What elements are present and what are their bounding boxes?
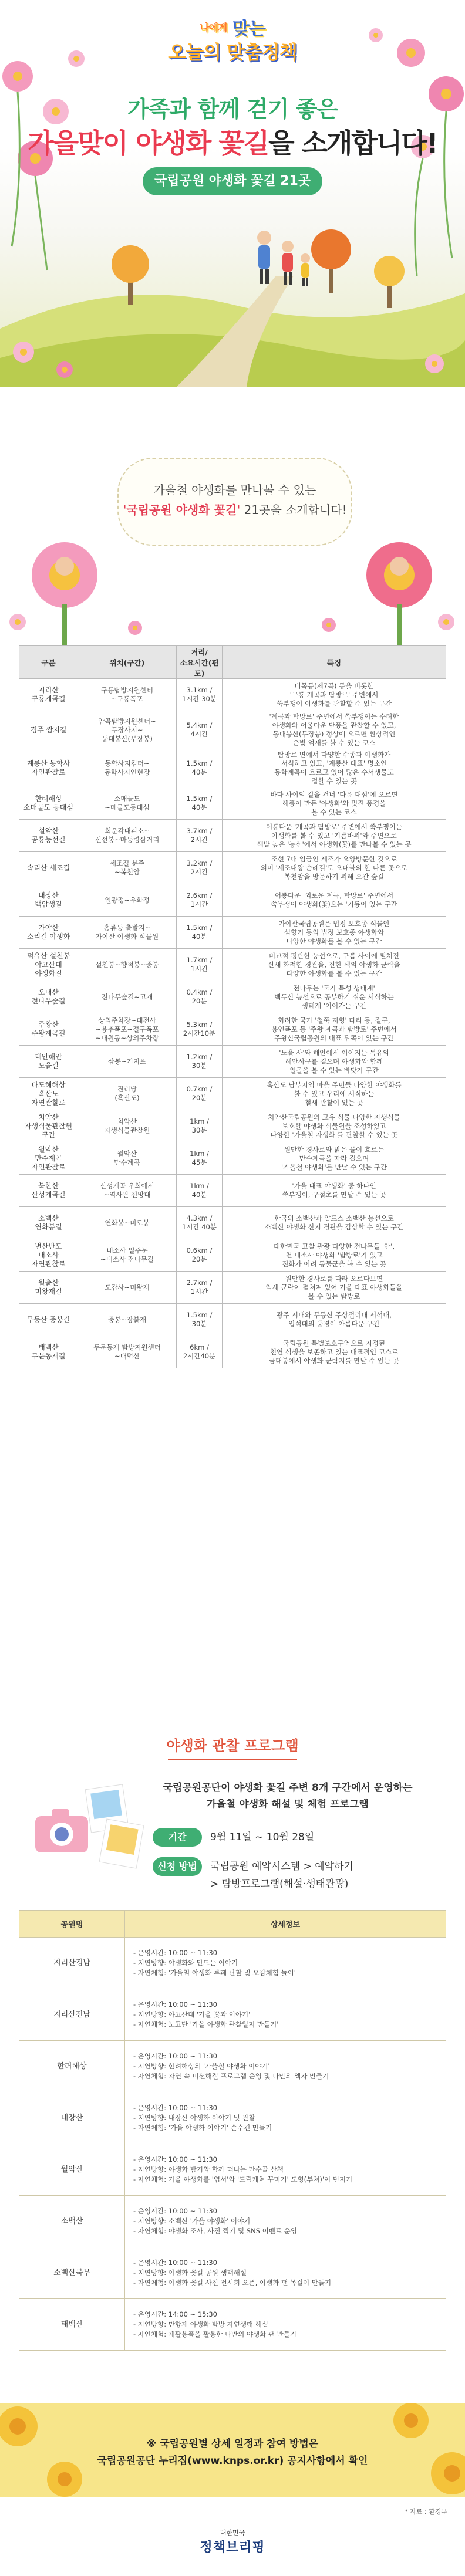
table-row (19, 1110, 446, 1142)
table-row (19, 2092, 446, 2144)
apply-value-line2: > 탐방프로그램(해설·생태관광) (210, 1878, 349, 1890)
program-details-cell (125, 2196, 446, 2247)
park-name-cell: 설악산 공룡능선길 (19, 820, 78, 852)
location-cell: 희운각대피소~ 신선봉~마등령삼거리 (78, 820, 177, 852)
distance-cell: 1.7km / 1시간 (177, 949, 223, 981)
program-park-cell: 태백산 (19, 2299, 125, 2351)
program-detail-line: - 자연체험: 가을 야생화를 '엽서'와 '드림캐쳐 꾸미기' 도형(부쳐)'이 던지기 (133, 2175, 353, 2183)
program-park-cell: 소백산북부 (19, 2247, 125, 2299)
source-note: * 자료 : 환경부 (405, 2508, 447, 2516)
distance-cell: 0.6km / 20분 (177, 1239, 223, 1272)
header-distance: 거리/ 소요시간(편도) (177, 646, 223, 679)
feature-cell: 광주 시내와 무등산 주상절리대 서석대, 입석대의 풍경이 아름다운 구간 (223, 1304, 446, 1336)
park-name-cell: 월출산 미왕재길 (19, 1272, 78, 1304)
location-cell: 세조길 분주 ~복천암 (78, 852, 177, 884)
parks-table-section (0, 645, 465, 1368)
program-table (19, 1910, 446, 2351)
program-park-cell: 한려해상 (19, 2041, 125, 2092)
flower-right (366, 542, 432, 645)
distance-cell: 3.7km / 2시간 (177, 820, 223, 852)
park-name-cell: 치악산 자생식물관찰원 구간 (19, 1110, 78, 1142)
distance-cell: 1.5km / 40분 (177, 917, 223, 949)
feature-cell: '가을 대표 야생화' 중 하나인 쑥부쟁이, 구절초를 만날 수 있는 곳 (223, 1175, 446, 1207)
program-detail-line: - 자연체험: '가을 야생화 이야기' 손수건 만들기 (133, 2124, 272, 2132)
program-park-cell: 월악산 (19, 2144, 125, 2196)
location-cell: 소매물도 ~매물도등대섬 (78, 787, 177, 820)
table-row (19, 1078, 446, 1110)
feature-cell: 원만한 경사로를 따라 오르다보면 억새 군락이 펼쳐져 있어 가을 대표 야생화들을 볼 수 있는 탐방로 (223, 1272, 446, 1304)
feature-cell: 화려한 국가 '철쭉 지형' 다리 등, 절구, 용연폭포 등 '주왕 계곡과 탐방로' 주변에서 주왕산국립공원의 대표 뒤쪽이 있는 구간 (223, 1013, 446, 1046)
table-row (19, 1013, 446, 1046)
table-row (19, 981, 446, 1013)
feature-cell: 원만한 경사로와 맑은 물이 흐르는 만수계곡을 따라 걸으며 '가을철 야생화'를 만날 수 있는 구간 (223, 1142, 446, 1175)
distance-cell: 1km / 45분 (177, 1142, 223, 1175)
distance-cell: 4.3km / 1시간 40분 (177, 1207, 223, 1239)
park-name-cell: 태안해안 노을길 (19, 1046, 78, 1078)
notice-line2: 국립공원공단 누리집(www.knps.or.kr) 공지사항에서 확인 (97, 2455, 368, 2467)
table-row (19, 2041, 446, 2092)
program-detail-line: - 지연방향: 내장산 야생화 이야기 및 관찰 (133, 2114, 255, 2122)
program-detail-line: - 자연체험: 노고단 '가을 야생화 관찰일지 만들기' (133, 2020, 279, 2029)
program-table-body (19, 1938, 446, 2351)
family-hikers (257, 231, 310, 286)
table-row (19, 1175, 446, 1207)
park-name-cell: 지리산 구룡계곡길 (19, 679, 78, 711)
distance-cell: 1km / 40분 (177, 1175, 223, 1207)
program-detail-line: - 지연방향: 한려해상의 '가을철 야생화 이야기' (133, 2062, 270, 2070)
logo-small-text: 나에게 (200, 22, 227, 34)
park-name-cell: 무등산 중봉길 (19, 1304, 78, 1336)
park-name-cell: 북한산 산성계곡길 (19, 1175, 78, 1207)
park-name-cell: 한려해상 소매물도 등대섬 (19, 787, 78, 820)
distance-cell: 5.4km / 4시간 (177, 711, 223, 749)
header-location: 위치(구간) (78, 646, 177, 679)
hero-title-line1: 가족과 함께 걷기 좋은 (127, 96, 338, 122)
table-row (19, 2196, 446, 2247)
program-details-cell (125, 2247, 446, 2299)
program-details-cell (125, 2144, 446, 2196)
program-details-cell (125, 2092, 446, 2144)
distance-cell: 6km / 2시간40분 (177, 1336, 223, 1368)
program-detail-line: - 운영시간: 14:00 ~ 15:30 (133, 2310, 217, 2318)
location-cell: 홍류동 출발지~ 가야산 야생화 식물원 (78, 917, 177, 949)
location-cell: 삼봉~기지포 (78, 1046, 177, 1078)
intro-line1: 가을철 야생화를 만나볼 수 있는 (153, 483, 316, 497)
program-detail-line: - 자연체험: 야생화 조사, 사진 찍기 및 SNS 이벤트 운영 (133, 2227, 297, 2235)
feature-cell: 대한민국 고찰 관광 다양한 전나무들 '안', 천 내소사 야생화 '탐방로'가 있고 진화가 어려 동물군을 볼 수 있는 곳 (223, 1239, 446, 1272)
notice-line1: ※ 국립공원별 상세 일정과 참여 방법은 (146, 2438, 319, 2450)
distance-cell: 1.5km / 40분 (177, 787, 223, 820)
distance-cell: 0.7km / 20분 (177, 1078, 223, 1110)
program-period (153, 1828, 314, 1847)
distance-cell: 0.4km / 20분 (177, 981, 223, 1013)
location-cell: 암곡탐방지원센터~ 무장사지~ 동대봉산(무장봉) (78, 711, 177, 749)
location-cell: 상의주차장~대전사 ~용추폭포~절구폭포 ~내원동~상의주차장 (78, 1013, 177, 1046)
apply-label: 신청 방법 (153, 1857, 202, 1876)
apply-value-line1: 국립공원 예약시스템 > 예약하기 (210, 1861, 353, 1872)
feature-cell: '계곡과 탐방로' 주변에서 쑥부쟁이는 수려한 야생화와 어울다운 단풍을 관찰할 수 있고, 동대봉산(무장봉) 정상에 오르면 환상적인 은빛 억새를 볼 수 있는 코스 (223, 711, 446, 749)
program-detail-line: - 자연체험: 재활용품을 활용한 나만의 야생화 팬 만들기 (133, 2330, 297, 2338)
park-name-cell: 덕유산 설천봉 야고산대 야생화길 (19, 949, 78, 981)
photo-frames-icon (85, 1784, 144, 1868)
distance-cell: 3.1km / 1시간 30분 (177, 679, 223, 711)
park-name-cell: 주왕산 주왕계곡길 (19, 1013, 78, 1046)
hero-title-highlight: 가을맞이 야생화 꽃길 (28, 127, 269, 159)
location-cell: 도갑사~미왕재 (78, 1272, 177, 1304)
table-row (19, 917, 446, 949)
location-cell: 산성계곡 우회에서 ~역사관 전망대 (78, 1175, 177, 1207)
park-name-cell: 경주 쌈지길 (19, 711, 78, 749)
program-detail-line: - 지연방향: 야생화 꽃길 공원 생태해설 (133, 2269, 247, 2277)
policy-logo (165, 14, 300, 68)
location-cell: 전나무숲길~고개 (78, 981, 177, 1013)
feature-cell: 탐방로 변에서 다양한 수종과 야생화가 서식하고 있고, '계룡산 대표' 명소인 동학계곡이 흐르고 있어 많은 수서생물도 접할 수 있는 곳 (223, 749, 446, 787)
distance-cell: 1km / 30분 (177, 1110, 223, 1142)
feature-cell: 전나무는 '국가 특성 생태계' 백두산 능선으로 공부하기 쉬운 서식하는 생태계 '이어가는 구간 (223, 981, 446, 1013)
location-cell: 진리당 (흑산도) (78, 1078, 177, 1110)
speech-bubble (117, 458, 352, 546)
feature-cell: 국립공원 특별보호구역으로 지정된 천연 식생을 보존하고 있는 대표적인 코스로 금대봉에서 야생화 군락지를 만날 수 있는 곳 (223, 1336, 446, 1368)
feature-cell: 비교적 평탄한 능선으로, 구름 사이에 펼쳐진 산새 화려한 경관을, 진한 색의 야생화 군락을 다양한 야생화를 볼 수 있는 구간 (223, 949, 446, 981)
table-row (19, 1938, 446, 1989)
parks-table-header (19, 646, 446, 679)
program-details-cell (125, 2041, 446, 2092)
feature-cell: 가야산국립공원은 법정 보호종 식물인 섬향기 등의 법정 보호종 야생화와 다양한 야생화를 볼 수 있는 구간 (223, 917, 446, 949)
program-detail-line: - 운영시간: 10:00 ~ 11:30 (133, 2000, 217, 2009)
feature-cell: '노을 사'와 해안에서 이어지는 특유의 해안사구를 걸으며 야생화와 함께 일몰을 볼 수 있는 바닷가 구간 (223, 1046, 446, 1078)
program-detail-line: - 지연방향: 만항재 야생화 탐방 자연생태 해설 (133, 2320, 268, 2328)
location-cell: 연화봉~비로봉 (78, 1207, 177, 1239)
camera-icon (35, 1809, 88, 1852)
hero-banner (0, 0, 465, 387)
feature-cell: 한국의 소백산과 알프스 소백산 능선으로 소백산 야생화 산지 경관을 감상할 수 있는 구간 (223, 1207, 446, 1239)
program-details-cell (125, 1938, 446, 1989)
hero-subtitle-pill: 국립공원 야생화 꽃길 21곳 (143, 167, 322, 195)
program-detail-line: - 지연방향: 야고산대 '가을 꽃과 이야기' (133, 2010, 251, 2019)
park-name-cell: 월악산 만수계곡 자연관찰로 (19, 1142, 78, 1175)
table-row (19, 711, 446, 749)
program-detail-line: - 지연방향: 야생화 탐기와 함께 떠나는 만수골 산책 (133, 2165, 284, 2173)
header-details: 상세정보 (125, 1911, 446, 1938)
location-cell: 월악산 만수계곡 (78, 1142, 177, 1175)
program-detail-line: - 운영시간: 10:00 ~ 11:30 (133, 2155, 217, 2163)
feature-cell: 비목동(제7곡) 등을 비롯한 '구룡 계곡과 탐방로' 주변에서 쑥부쟁이 야생화를 관찰할 수 있는 구간 (223, 679, 446, 711)
hero-title-rest: 을 소개합니다! (268, 127, 437, 159)
table-row (19, 820, 446, 852)
program-detail-line: - 운영시간: 10:00 ~ 11:30 (133, 2259, 217, 2267)
program-table-header (19, 1911, 446, 1938)
header-park: 공원명 (19, 1911, 125, 1938)
chrysanthemum-decoration (0, 2403, 465, 2497)
program-details-cell (125, 1989, 446, 2041)
distance-cell: 1.5km / 30분 (177, 1304, 223, 1336)
distance-cell: 2.6km / 1시간 (177, 884, 223, 917)
table-row (19, 1142, 446, 1175)
table-row (19, 787, 446, 820)
table-row (19, 2247, 446, 2299)
gov-logo-small: 대한민국 (220, 2529, 245, 2537)
table-row (19, 2144, 446, 2196)
program-description (153, 1780, 423, 1813)
program-detail-line: - 자연체험: 야생화 꽃길 사진 전시회 오픈, 야생화 팬 목걸이 만들기 (133, 2278, 332, 2287)
park-name-cell: 계룡산 동학사 자연관찰로 (19, 749, 78, 787)
notice-banner (0, 2403, 465, 2497)
table-row (19, 1207, 446, 1239)
program-title: 야생화 관찰 프로그램 (0, 1734, 465, 1760)
korea-policy-briefing-logo (0, 2528, 465, 2555)
program-park-cell: 소백산 (19, 2196, 125, 2247)
program-park-cell: 내장산 (19, 2092, 125, 2144)
location-cell: 두문동재 탐방지원센터 ~대덕산 (78, 1336, 177, 1368)
period-value: 9월 11일 ~ 10월 28일 (210, 1831, 315, 1843)
distance-cell: 1.2km / 30분 (177, 1046, 223, 1078)
park-name-cell: 속리산 세조길 (19, 852, 78, 884)
program-detail-line: - 운영시간: 10:00 ~ 11:30 (133, 2207, 217, 2215)
intro-line2-rest: 21곳을 소개합니다! (240, 503, 347, 517)
park-name-cell: 변산반도 내소사 자연관찰로 (19, 1239, 78, 1272)
table-row (19, 1989, 446, 2041)
intro-section (0, 387, 465, 645)
flower-left (32, 542, 97, 645)
table-row (19, 852, 446, 884)
small-flowers (9, 614, 454, 635)
parks-table-body (19, 679, 446, 1368)
table-row (19, 1046, 446, 1078)
program-detail-line: - 자연체험: '가을철 야생화 루페 관찰 및 오감체험 놀이' (133, 1969, 296, 1977)
table-row (19, 749, 446, 787)
header-feature: 특징 (223, 646, 446, 679)
distance-cell: 1.5km / 40분 (177, 749, 223, 787)
feature-cell: 바다 사이의 길을 건너 '다음 대섬'에 오르면 해풍이 만든 '야생화'와 멋진 풍경을 볼 수 있는 코스 (223, 787, 446, 820)
park-name-cell: 가야산 소리길 야생화 (19, 917, 78, 949)
location-cell: 구룡탐방지원센터 ~구룡폭포 (78, 679, 177, 711)
park-name-cell: 오대산 전나무숲길 (19, 981, 78, 1013)
program-detail-line: - 운영시간: 10:00 ~ 11:30 (133, 2104, 217, 2112)
logo-line2: 오늘의 맞춤정책 (168, 41, 297, 63)
location-cell: 설천봉~향적봉~중봉 (78, 949, 177, 981)
feature-cell: 흑산도 남부지역 마을 주민들 다양한 야생화를 볼 수 있고 우리에 서식하는 철새 관찰이 있는 곳 (223, 1078, 446, 1110)
program-desc-line2: 가을철 야생화 해설 및 체험 프로그램 (207, 1799, 369, 1810)
feature-cell: 조선 7대 임금인 세조가 요양방문한 것으로 의미 '세조대왕 순례길'로 오대불의 한 다른 곳으로 복천암을 방문하기 위해 오간 숲길 (223, 852, 446, 884)
program-park-cell: 지리산경남 (19, 1938, 125, 1989)
table-row (19, 1336, 446, 1368)
park-name-cell: 소백산 연화봉길 (19, 1207, 78, 1239)
hero-title-line2 (0, 122, 465, 161)
table-row (19, 679, 446, 711)
location-cell: 치악산 자생식물관찰원 (78, 1110, 177, 1142)
distance-cell: 5.3km / 2시간10분 (177, 1013, 223, 1046)
period-label: 기간 (153, 1828, 202, 1847)
feature-cell: 어룡다운 '외로운 계곡, 탐방로' 주변에서 쑥부쟁이 야생화(꽃)으는 '기룡이 있는 구간 (223, 884, 446, 917)
location-cell: 중봉~장불재 (78, 1304, 177, 1336)
table-row (19, 884, 446, 917)
location-cell: 내소사 일주문 ~내소사 전나무길 (78, 1239, 177, 1272)
program-section (0, 1734, 465, 2391)
header-name: 구분 (19, 646, 78, 679)
program-apply (153, 1857, 353, 1892)
distance-cell: 2.7km / 1시간 (177, 1272, 223, 1304)
park-name-cell: 다도해해상 흑산도 자연관찰로 (19, 1078, 78, 1110)
table-row (19, 949, 446, 981)
program-detail-line: - 지연방향: 야생화와 만드는 이야기 (133, 1959, 238, 1967)
park-name-cell: 태백산 두문동재길 (19, 1336, 78, 1368)
program-detail-line: - 운영시간: 10:00 ~ 11:30 (133, 2052, 217, 2060)
program-detail-line: - 운영시간: 10:00 ~ 11:30 (133, 1949, 217, 1957)
distance-cell: 3.2km / 2시간 (177, 852, 223, 884)
feature-cell: 치악산국립공원의 고유 식물 다양한 자생식물 보호할 야생화 식물원을 조성하였고 다양한 '가을철 자생화'를 관찰할 수 있는 곳 (223, 1110, 446, 1142)
program-detail-line: - 자연체험: 자연 속 미션해결 프로그램 운영 및 나만의 액자 만들기 (133, 2072, 329, 2080)
program-desc-line1: 국립공원공단이 야생화 꽃길 주변 8개 구간에서 운영하는 (163, 1782, 413, 1794)
program-details-cell (125, 2299, 446, 2351)
gov-logo-big: 정책브리핑 (200, 2540, 265, 2555)
location-cell: 동학사지킴터~ 동학사지인현장 (78, 749, 177, 787)
table-row (19, 2299, 446, 2351)
table-row (19, 1239, 446, 1272)
intro-highlight: '국립공원 야생화 꽃길' (123, 503, 241, 517)
feature-cell: 어룡다운 '계곡과 탐방로' 주변에서 쑥부쟁이는 야생화를 볼 수 있고 '기름바위'와 주변으로 해발 높은 '능선'에서 야생화(꽃)를 만나볼 수 있는 곳 (223, 820, 446, 852)
program-park-cell: 지리산전남 (19, 1989, 125, 2041)
table-row (19, 1272, 446, 1304)
logo-line1: 맞는 (232, 19, 265, 39)
location-cell: 일광정~우화정 (78, 884, 177, 917)
program-detail-line: - 지연방향: 소백산 '가을 야생화' 이야기 (133, 2217, 251, 2225)
park-name-cell: 내장산 백암생길 (19, 884, 78, 917)
table-row (19, 1304, 446, 1336)
parks-table (19, 645, 446, 1368)
